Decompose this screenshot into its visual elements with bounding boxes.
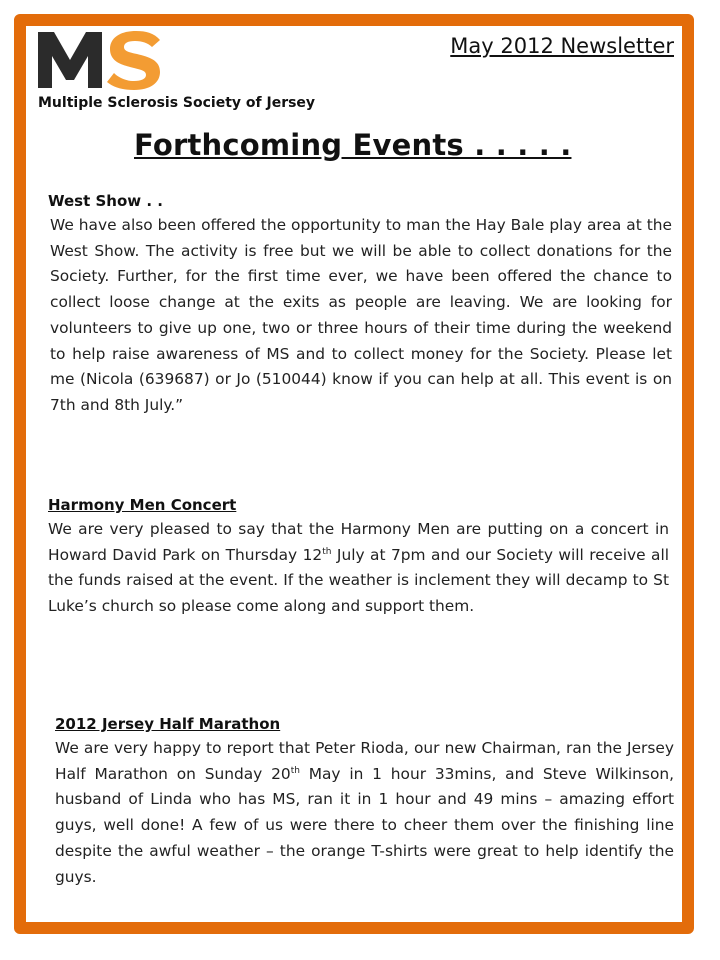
section-heading: 2012 Jersey Half Marathon <box>55 715 281 733</box>
section-west-show <box>48 192 672 419</box>
body-text: July at 7pm and our Society will receive all the funds raised at the event. If the weather is inclement they will decamp to St Luke’s church so please come along and support them. <box>48 545 669 616</box>
logo-letter-s <box>107 31 160 90</box>
section-heading: West Show . . <box>48 192 163 210</box>
org-name: Multiple Sclerosis Society of Jersey <box>38 95 316 111</box>
body-text: We are very pleased to say that the Harmony Men are putting on a concert in Howard David Park on Thursday 12 <box>48 520 669 564</box>
section-body <box>55 736 674 890</box>
section-half-marathon <box>55 715 674 890</box>
newsletter-title: May 2012 Newsletter <box>450 34 674 58</box>
section-harmony-men <box>48 496 669 620</box>
ordinal-suffix: th <box>290 765 300 776</box>
ms-society-logo <box>38 30 162 90</box>
body-text: May in 1 hour 33mins, and Steve Wilkinson, husband of Linda who has MS, ran it in 1 hour and 49 mins – amazing effort guys, well done! A few of us were there to cheer them over the finishing line despite the awful weather – the orange T-shirts were great to help identify the guys. <box>55 764 675 886</box>
body-text: We are very happy to report that Peter Rioda, our new Chairman, ran the Jersey Half Marathon on Sunday 20 <box>55 739 674 783</box>
ordinal-suffix: th <box>322 546 332 557</box>
section-body: We have also been offered the opportunity to man the Hay Bale play area at the West Show. The activity is free but we will be able to collect donations for the Society. Further, for the first time ever, we have been offered the chance to collect loose change at the exits as people are leaving. We are looking for volunteers to give up one, two or three hours of their time during the weekend to help raise awareness of MS and to collect money for the Society. Please let me (Nicola (639687) or Jo (510044) know if you can help at all. This event is on 7th and 8th July.” <box>50 216 672 414</box>
page-title: Forthcoming Events . . . . . <box>134 128 572 162</box>
section-heading: Harmony Men Concert <box>48 496 237 514</box>
logo-letter-m <box>38 32 102 88</box>
section-body <box>48 517 669 620</box>
